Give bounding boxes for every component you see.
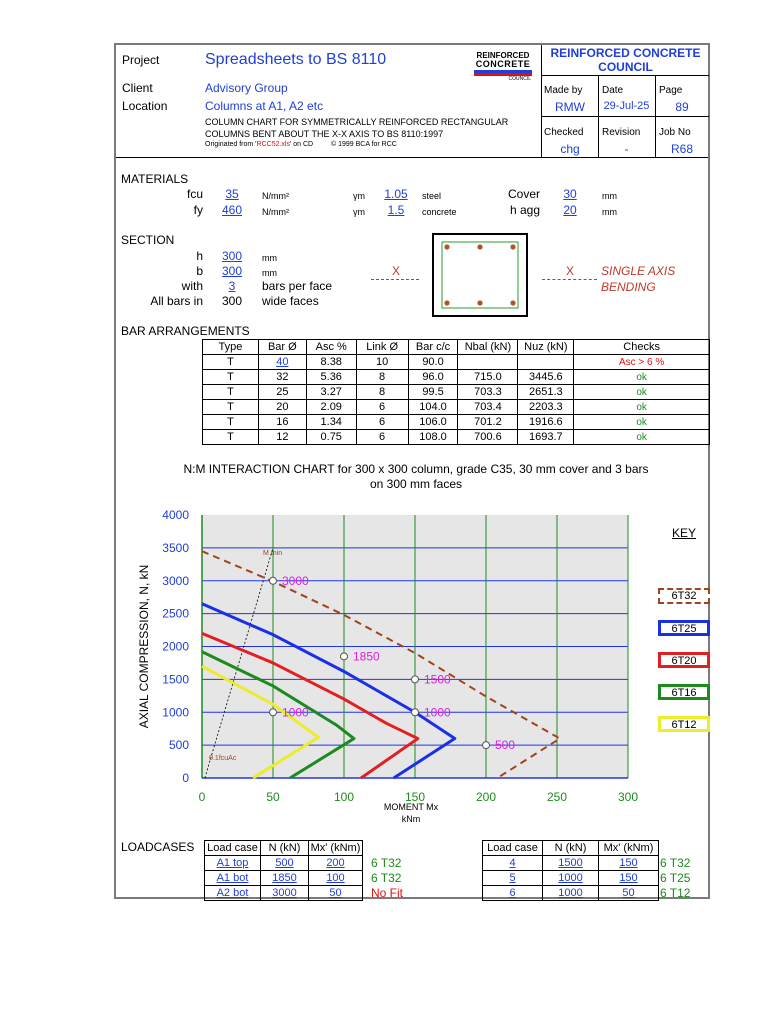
page-label: Page — [659, 85, 683, 96]
made-by-label: Made by — [544, 85, 583, 96]
table-row — [203, 430, 710, 445]
client-label: Client — [122, 81, 153, 95]
key-entry — [658, 716, 710, 732]
cell-link: 8 — [356, 385, 408, 400]
b-unit: mm — [262, 268, 277, 278]
cell-cc: 108.0 — [408, 430, 458, 445]
cell-check: Asc > 6 % — [574, 355, 710, 370]
cell-nuz: 2651.3 — [518, 385, 574, 400]
cell-type: T — [203, 355, 259, 370]
cell-nuz: 3445.6 — [518, 370, 574, 385]
column-header: N (kN) — [261, 841, 309, 856]
column-header: Bar Ø — [258, 340, 306, 355]
cell-nbal: 703.3 — [458, 385, 518, 400]
bending-line-2: BENDING — [601, 280, 656, 294]
section-title: SECTION — [121, 233, 175, 247]
cell-type: T — [203, 430, 259, 445]
cell-type: T — [203, 400, 259, 415]
fy-unit: N/mm² — [262, 207, 289, 217]
chart-title-line-1: N:M INTERACTION CHART for 300 x 300 column, grade C35, 30 mm cover and 3 bars — [183, 462, 649, 476]
loadcase-m[interactable]: 200 — [309, 856, 363, 871]
location-label: Location — [122, 99, 168, 113]
header-block — [116, 45, 708, 158]
loadcase-result: 6 T32 — [371, 856, 402, 870]
loadcase-point-label: 3000 — [282, 573, 309, 588]
y-axis-title: AXIAL COMPRESSION, N, kN — [137, 564, 151, 729]
loadcase-case[interactable]: 4 — [483, 856, 543, 871]
y-tick-label: 500 — [168, 738, 189, 753]
cell-asc: 3.27 — [306, 385, 356, 400]
loadcase-n[interactable]: 1850 — [261, 871, 309, 886]
table-row — [483, 886, 659, 901]
column-header: Load case — [483, 841, 543, 856]
org-title-line-1: REINFORCED CONCRETE — [550, 46, 701, 60]
x-axis-line-right — [542, 279, 597, 280]
materials-title: MATERIALS — [121, 172, 189, 186]
y-tick-label: 3000 — [162, 573, 189, 588]
cell-link: 6 — [356, 400, 408, 415]
y-tick-label: 1500 — [162, 672, 189, 687]
h-label: h — [196, 249, 203, 263]
b-label: b — [196, 264, 203, 278]
loadcase-point — [270, 709, 277, 716]
key-entry — [658, 588, 710, 604]
loadcase-n[interactable]: 3000 — [261, 886, 309, 901]
x-axis-title-line-2: kNm — [401, 814, 421, 824]
job-label: Job No — [659, 127, 691, 138]
rebar-dot — [510, 300, 515, 305]
fcu-unit: N/mm² — [262, 191, 289, 201]
org-title — [542, 46, 709, 74]
x-tick-label: 250 — [546, 790, 568, 804]
x-axis-line-left — [371, 279, 419, 280]
checked-value: chg — [560, 142, 580, 156]
cell-check: ok — [574, 430, 710, 445]
column-header: Asc % — [306, 340, 356, 355]
y-tick-label: 0 — [182, 771, 189, 785]
cell-asc: 8.38 — [306, 355, 356, 370]
hagg-unit: mm — [602, 207, 617, 217]
x-axis-mark-right: X — [566, 264, 575, 278]
revision-label: Revision — [602, 127, 641, 138]
project-value: Spreadsheets to BS 8110 — [205, 51, 387, 68]
all-bars-text: wide faces — [262, 294, 319, 308]
y-tick-label: 2500 — [162, 606, 189, 621]
loadcase-point-label: 1000 — [282, 705, 309, 720]
cell-asc: 2.09 — [306, 400, 356, 415]
interaction-chart — [116, 500, 708, 830]
key-title: KEY — [672, 526, 697, 540]
cell-nbal — [458, 355, 518, 370]
fy-label: fy — [193, 203, 203, 217]
loadcases-table-right — [482, 840, 659, 901]
description-line-1: COLUMN CHART FOR SYMMETRICALLY REINFORCED RECTANGULAR — [205, 117, 509, 127]
fcu-ac-label: 0.1fcuAc — [209, 755, 237, 763]
checked-label: Checked — [544, 127, 584, 138]
cell-check: ok — [574, 370, 710, 385]
cell-check: ok — [574, 385, 710, 400]
cover-unit: mm — [602, 191, 617, 201]
org-title-line-2: COUNCIL — [598, 60, 653, 74]
loadcases-title: LOADCASES — [121, 840, 195, 854]
loadcase-case[interactable]: A2 bot — [205, 886, 261, 901]
steel-label: steel — [422, 191, 442, 201]
key-label: 6T25 — [671, 623, 697, 635]
loadcase-m[interactable]: 150 — [599, 856, 659, 871]
signoff-divider — [542, 116, 709, 117]
cell-bar: 16 — [258, 415, 306, 430]
loadcase-m[interactable]: 50 — [309, 886, 363, 901]
x-tick-label: 50 — [266, 790, 280, 804]
loadcase-point-label: 1500 — [424, 672, 451, 687]
table-row — [205, 856, 363, 871]
loadcase-case[interactable]: 6 — [483, 886, 543, 901]
cell-bar: 32 — [258, 370, 306, 385]
cell-cc: 106.0 — [408, 415, 458, 430]
table-row — [203, 415, 710, 430]
org-info-block — [541, 45, 709, 157]
table-row — [203, 400, 710, 415]
origin-prefix: Originated from ' — [205, 141, 257, 148]
gamma-m-label-steel: γm — [353, 191, 365, 201]
cell-bar: 12 — [258, 430, 306, 445]
loadcase-n[interactable]: 1000 — [543, 871, 599, 886]
project-label: Project — [122, 53, 160, 67]
table-header-row — [205, 841, 363, 856]
table-row — [205, 871, 363, 886]
key-label: 6T12 — [671, 719, 697, 731]
copyright-note: © 1999 BCA for RCC — [331, 141, 397, 148]
bar-arrangements-table — [202, 339, 710, 445]
date-label: Date — [602, 85, 624, 96]
logo-line-2: CONCRETE — [475, 59, 531, 69]
column-header: Bar c/c — [408, 340, 458, 355]
column-header: Type — [203, 340, 259, 355]
column-section-diagram — [432, 233, 530, 319]
x-tick-label: 300 — [617, 790, 639, 804]
column-header: Nuz (kN) — [518, 340, 574, 355]
loadcase-point-label: 1850 — [353, 649, 380, 664]
loadcase-point-label: 1000 — [424, 705, 451, 720]
cell-link: 8 — [356, 370, 408, 385]
rebar-dot — [444, 300, 449, 305]
column-header: Link Ø — [356, 340, 408, 355]
cell-bar: 25 — [258, 385, 306, 400]
column-header: Checks — [574, 340, 710, 355]
cell-bar: 20 — [258, 400, 306, 415]
loadcase-n[interactable]: 1000 — [543, 886, 599, 901]
description-line-2: COLUMNS BENT ABOUT THE X-X AXIS TO BS 8110:1997 — [205, 129, 444, 139]
fcu-label: fcu — [186, 187, 203, 201]
rebar-dot — [477, 300, 482, 305]
all-bars-value: 300 — [221, 294, 243, 308]
fcu-value[interactable]: 35 — [225, 187, 239, 201]
cell-link: 6 — [356, 415, 408, 430]
loadcase-point — [412, 676, 419, 683]
rebar-dot — [510, 244, 515, 249]
cell-link: 10 — [356, 355, 408, 370]
cell-cc: 99.5 — [408, 385, 458, 400]
x-axis-title-line-1: MOMENT Mx — [383, 802, 439, 812]
cell-type: T — [203, 415, 259, 430]
column-header: Nbal (kN) — [458, 340, 518, 355]
loadcase-point — [483, 742, 490, 749]
origin-note — [205, 141, 313, 148]
y-tick-label: 1000 — [162, 705, 189, 720]
location-value: Columns at A1, A2 etc — [205, 99, 324, 113]
with-label: with — [181, 279, 203, 293]
table-row — [203, 385, 710, 400]
bending-line-1: SINGLE AXIS — [601, 264, 676, 278]
table-row — [483, 871, 659, 886]
bar-arrangements-title: BAR ARRANGEMENTS — [121, 324, 250, 338]
chart-title-line-2: on 300 mm faces — [369, 477, 463, 491]
cell-type: T — [203, 385, 259, 400]
table-header-row — [483, 841, 659, 856]
page-value: 89 — [675, 100, 689, 114]
table-row — [483, 856, 659, 871]
column-header: N (kN) — [543, 841, 599, 856]
key-entry — [658, 652, 710, 668]
hagg-value[interactable]: 20 — [563, 203, 577, 217]
cell-nuz: 2203.3 — [518, 400, 574, 415]
h-unit: mm — [262, 253, 277, 263]
loadcase-m[interactable]: 150 — [599, 871, 659, 886]
x-tick-label: 200 — [475, 790, 497, 804]
loadcase-point-label: 500 — [495, 738, 516, 753]
cell-check: ok — [574, 415, 710, 430]
fy-value[interactable]: 460 — [221, 203, 243, 217]
key-entry — [658, 620, 710, 636]
loadcase-point — [270, 577, 277, 584]
cell-cc: 90.0 — [408, 355, 458, 370]
column-header: Mx' (kNm) — [599, 841, 659, 856]
y-tick-label: 3500 — [162, 540, 189, 555]
loadcase-point — [412, 709, 419, 716]
date-value: 29-Jul-25 — [603, 100, 650, 112]
logo-line-3: COUNCIL — [508, 76, 531, 82]
loadcase-case[interactable]: A1 top — [205, 856, 261, 871]
rebar-dot — [477, 244, 482, 249]
cell-asc: 0.75 — [306, 430, 356, 445]
loadcase-result: No Fit — [371, 886, 404, 900]
x-axis-mark-left: X — [392, 264, 401, 278]
mmin-label: M min — [263, 550, 283, 558]
origin-suffix: ' on CD — [289, 141, 314, 148]
loadcase-result: 6 T12 — [660, 886, 691, 900]
y-tick-label: 2000 — [162, 639, 189, 654]
table-row — [203, 355, 710, 370]
y-tick-label: 4000 — [162, 508, 189, 522]
cell-link: 6 — [356, 430, 408, 445]
loadcase-m[interactable]: 100 — [309, 871, 363, 886]
cell-nbal: 701.2 — [458, 415, 518, 430]
gamma-m-concrete-value[interactable]: 1.5 — [387, 203, 405, 217]
spreadsheet-page — [114, 43, 710, 899]
x-tick-label: 150 — [404, 790, 426, 804]
b-value[interactable]: 300 — [221, 264, 243, 278]
key-entry — [658, 684, 710, 700]
column-header: Mx' (kNm) — [309, 841, 363, 856]
hagg-label: h agg — [509, 203, 540, 217]
table-row — [203, 370, 710, 385]
job-value: R68 — [670, 142, 693, 156]
loadcase-case[interactable]: A1 bot — [205, 871, 261, 886]
bars-per-face-value[interactable]: 3 — [228, 279, 236, 293]
all-bars-label: All bars in — [150, 294, 203, 308]
loadcase-point — [341, 653, 348, 660]
loadcases-table-left — [204, 840, 363, 901]
key-label: 6T16 — [671, 687, 697, 699]
signoff-grid — [542, 75, 709, 158]
rebar-dot — [444, 244, 449, 249]
x-tick-label: 100 — [333, 790, 355, 804]
cover-value[interactable]: 30 — [563, 187, 577, 201]
column-header: Load case — [205, 841, 261, 856]
key-label: 6T20 — [671, 655, 697, 667]
gamma-m-label-concrete: γm — [353, 207, 365, 217]
client-value: Advisory Group — [205, 81, 288, 95]
cell-nuz: 1916.6 — [518, 415, 574, 430]
loadcase-m[interactable]: 50 — [599, 886, 659, 901]
cell-bar[interactable]: 40 — [258, 355, 306, 370]
cell-type: T — [203, 370, 259, 385]
cell-nuz: 1693.7 — [518, 430, 574, 445]
table-header-row — [203, 340, 710, 355]
loadcase-n[interactable]: 1500 — [543, 856, 599, 871]
loadcase-result: 6 T25 — [660, 871, 691, 885]
cell-nbal: 700.6 — [458, 430, 518, 445]
logo-line-1: REINFORCED — [476, 51, 530, 60]
revision-value: - — [624, 142, 629, 156]
cell-cc: 96.0 — [408, 370, 458, 385]
gamma-m-steel-value[interactable]: 1.05 — [384, 187, 408, 201]
cell-nbal: 703.4 — [458, 400, 518, 415]
concrete-label: concrete — [422, 207, 457, 217]
origin-file: RCC52.xls — [256, 141, 290, 148]
loadcase-case[interactable]: 5 — [483, 871, 543, 886]
cell-nuz — [518, 355, 574, 370]
cell-asc: 1.34 — [306, 415, 356, 430]
bars-per-face-text: bars per face — [262, 279, 333, 293]
loadcase-result: 6 T32 — [371, 871, 402, 885]
cell-nbal: 715.0 — [458, 370, 518, 385]
made-by-value: RMW — [555, 100, 585, 114]
loadcase-n[interactable]: 500 — [261, 856, 309, 871]
cell-cc: 104.0 — [408, 400, 458, 415]
cover-label: Cover — [507, 187, 540, 201]
h-value[interactable]: 300 — [221, 249, 243, 263]
rcc-logo — [472, 52, 534, 86]
x-tick-label: 0 — [198, 790, 206, 804]
cell-check: ok — [574, 400, 710, 415]
loadcase-result: 6 T32 — [660, 856, 691, 870]
table-row — [205, 886, 363, 901]
cell-asc: 5.36 — [306, 370, 356, 385]
key-label: 6T32 — [671, 590, 697, 602]
